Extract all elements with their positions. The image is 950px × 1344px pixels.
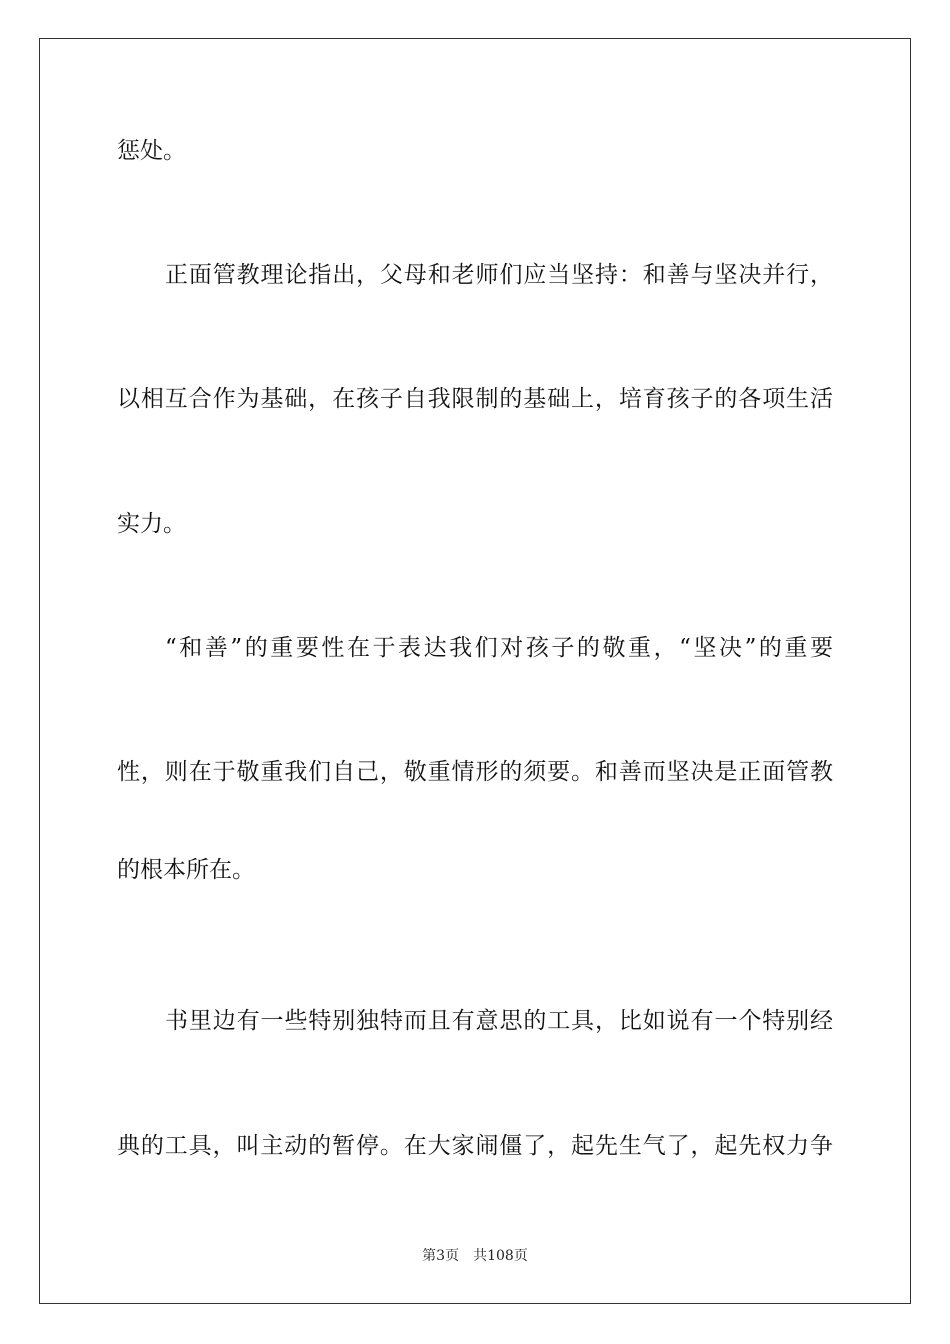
page-number: 第3页 [422, 1248, 460, 1264]
page-total: 共108页 [473, 1248, 528, 1264]
text-line: 性，则在于敬重我们自己，敬重情形的须要。和善而坚决是正面管教 [117, 759, 833, 785]
text-line: 实力。 [117, 511, 186, 537]
text-line: 正面管教理论指出，父母和老师们应当坚持：和善与坚决并行， [165, 262, 833, 288]
page-footer [0, 1247, 950, 1265]
text-line: 以相互合作为基础，在孩子自我限制的基础上，培育孩子的各项生活 [117, 386, 833, 412]
text-line: 典的工具，叫主动的暂停。在大家闹僵了，起先生气了，起先权力争 [117, 1133, 833, 1159]
text-line: “和善”的重要性在于表达我们对孩子的敬重，“坚决”的重要 [165, 635, 833, 661]
text-line: 惩处。 [117, 138, 186, 164]
text-line: 的根本所在。 [117, 857, 255, 883]
text-line: 书里边有一些特别独特而且有意思的工具，比如说有一个特别经 [165, 1008, 833, 1034]
page-border [39, 38, 911, 1304]
